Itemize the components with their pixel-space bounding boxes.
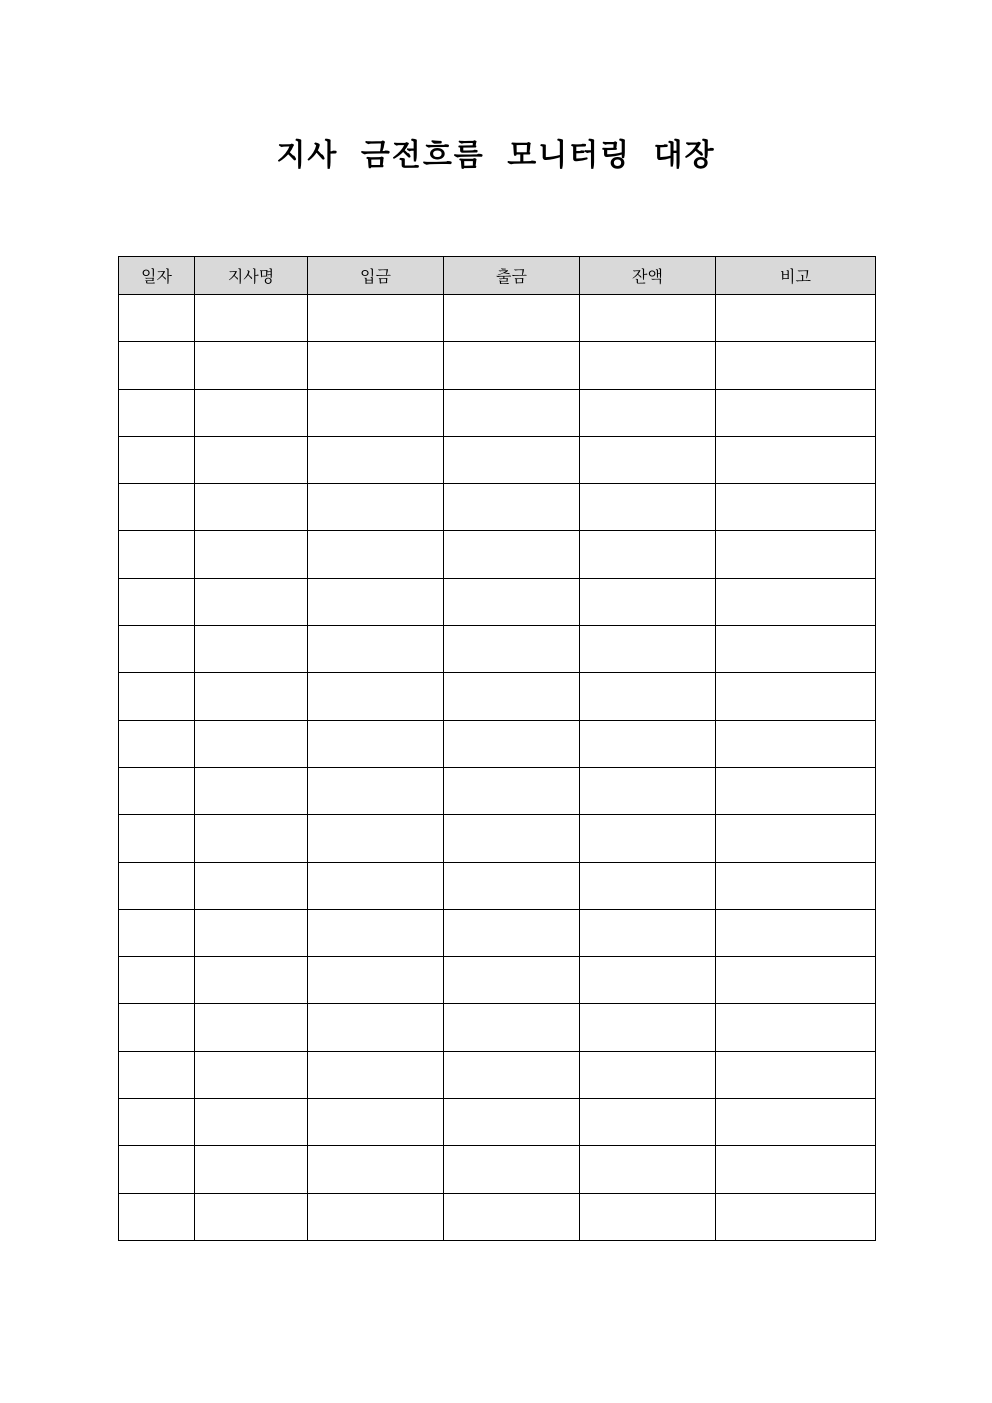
cell-deposit[interactable] [308,720,444,767]
cell-balance[interactable] [580,815,716,862]
table-row [119,578,876,625]
cell-balance[interactable] [580,295,716,342]
column-header-date: 일자 [119,257,195,295]
column-header-deposit: 입금 [308,257,444,295]
table-row [119,626,876,673]
cell-withdrawal[interactable] [444,578,580,625]
cell-remarks[interactable] [716,957,876,1004]
table-row [119,1193,876,1240]
cell-date[interactable] [119,957,195,1004]
cell-branch-name[interactable] [195,673,308,720]
cell-deposit[interactable] [308,1193,444,1240]
table-row [119,484,876,531]
cell-deposit[interactable] [308,436,444,483]
cell-branch-name[interactable] [195,578,308,625]
cell-remarks[interactable] [716,1004,876,1051]
cell-balance[interactable] [580,389,716,436]
cell-date[interactable] [119,815,195,862]
cell-remarks[interactable] [716,295,876,342]
cell-branch-name[interactable] [195,436,308,483]
cell-branch-name[interactable] [195,1099,308,1146]
cell-withdrawal[interactable] [444,1099,580,1146]
table-row [119,1004,876,1051]
cell-branch-name[interactable] [195,1051,308,1098]
cell-deposit[interactable] [308,1004,444,1051]
cell-branch-name[interactable] [195,862,308,909]
cell-withdrawal[interactable] [444,626,580,673]
table-row [119,342,876,389]
cell-balance[interactable] [580,767,716,814]
cell-balance[interactable] [580,626,716,673]
cell-branch-name[interactable] [195,815,308,862]
cell-remarks[interactable] [716,720,876,767]
cell-remarks[interactable] [716,767,876,814]
cell-branch-name[interactable] [195,1146,308,1193]
cell-remarks[interactable] [716,342,876,389]
cell-balance[interactable] [580,1193,716,1240]
cell-withdrawal[interactable] [444,720,580,767]
cell-date[interactable] [119,673,195,720]
cell-date[interactable] [119,1004,195,1051]
table-row [119,436,876,483]
cell-withdrawal[interactable] [444,957,580,1004]
cell-remarks[interactable] [716,1193,876,1240]
cell-remarks[interactable] [716,436,876,483]
cell-remarks[interactable] [716,626,876,673]
table-row [119,1051,876,1098]
cell-deposit[interactable] [308,342,444,389]
cell-withdrawal[interactable] [444,815,580,862]
cell-withdrawal[interactable] [444,295,580,342]
cell-withdrawal[interactable] [444,1146,580,1193]
cell-branch-name[interactable] [195,484,308,531]
cell-balance[interactable] [580,578,716,625]
table-row [119,862,876,909]
cell-deposit[interactable] [308,531,444,578]
ledger-body [119,295,876,1241]
cell-branch-name[interactable] [195,1004,308,1051]
cell-date[interactable] [119,342,195,389]
cell-withdrawal[interactable] [444,1051,580,1098]
column-header-balance: 잔액 [580,257,716,295]
cell-withdrawal[interactable] [444,531,580,578]
cell-date[interactable] [119,484,195,531]
table-row [119,909,876,956]
cell-deposit[interactable] [308,767,444,814]
cell-withdrawal[interactable] [444,673,580,720]
cell-deposit[interactable] [308,1099,444,1146]
cell-withdrawal[interactable] [444,1193,580,1240]
cell-date[interactable] [119,1193,195,1240]
cell-deposit[interactable] [308,815,444,862]
table-row [119,815,876,862]
cell-withdrawal[interactable] [444,1004,580,1051]
cell-deposit[interactable] [308,909,444,956]
cell-remarks[interactable] [716,673,876,720]
cell-balance[interactable] [580,909,716,956]
cell-withdrawal[interactable] [444,767,580,814]
cell-branch-name[interactable] [195,342,308,389]
cell-balance[interactable] [580,673,716,720]
cell-withdrawal[interactable] [444,389,580,436]
cell-remarks[interactable] [716,815,876,862]
table-row [119,673,876,720]
cell-remarks[interactable] [716,862,876,909]
cell-balance[interactable] [580,957,716,1004]
cell-date[interactable] [119,436,195,483]
cell-withdrawal[interactable] [444,342,580,389]
cell-branch-name[interactable] [195,720,308,767]
cell-withdrawal[interactable] [444,862,580,909]
cell-branch-name[interactable] [195,1193,308,1240]
table-row [119,767,876,814]
cell-deposit[interactable] [308,295,444,342]
cell-deposit[interactable] [308,1146,444,1193]
table-row [119,1099,876,1146]
cell-branch-name[interactable] [195,909,308,956]
cell-date[interactable] [119,720,195,767]
cell-date[interactable] [119,862,195,909]
cell-deposit[interactable] [308,389,444,436]
table-row [119,295,876,342]
cell-withdrawal[interactable] [444,909,580,956]
cell-date[interactable] [119,1051,195,1098]
cell-date[interactable] [119,1146,195,1193]
cell-deposit[interactable] [308,957,444,1004]
cell-date[interactable] [119,626,195,673]
table-row [119,1146,876,1193]
cell-balance[interactable] [580,531,716,578]
cell-deposit[interactable] [308,484,444,531]
cell-date[interactable] [119,767,195,814]
table-row [119,389,876,436]
table-row [119,720,876,767]
cell-remarks[interactable] [716,484,876,531]
cell-date[interactable] [119,531,195,578]
cell-withdrawal[interactable] [444,484,580,531]
cell-date[interactable] [119,1099,195,1146]
cell-deposit[interactable] [308,673,444,720]
cell-deposit[interactable] [308,578,444,625]
cell-branch-name[interactable] [195,767,308,814]
cell-branch-name[interactable] [195,295,308,342]
cell-withdrawal[interactable] [444,436,580,483]
cell-balance[interactable] [580,1146,716,1193]
column-header-branch-name: 지사명 [195,257,308,295]
cell-remarks[interactable] [716,1051,876,1098]
cell-branch-name[interactable] [195,626,308,673]
cell-remarks[interactable] [716,531,876,578]
cell-balance[interactable] [580,1051,716,1098]
cell-balance[interactable] [580,1004,716,1051]
cell-date[interactable] [119,578,195,625]
cell-balance[interactable] [580,484,716,531]
cell-remarks[interactable] [716,909,876,956]
page-title: 지사 금전흐름 모니터링 대장 [276,138,716,173]
cell-deposit[interactable] [308,626,444,673]
table-row [119,957,876,1004]
cell-date[interactable] [119,295,195,342]
cell-balance[interactable] [580,1099,716,1146]
cell-balance[interactable] [580,436,716,483]
table-header-row [119,257,876,295]
cell-remarks[interactable] [716,1146,876,1193]
cell-deposit[interactable] [308,1051,444,1098]
cell-branch-name[interactable] [195,957,308,1004]
column-header-remarks: 비고 [716,257,876,295]
cell-remarks[interactable] [716,578,876,625]
cell-deposit[interactable] [308,862,444,909]
cell-date[interactable] [119,909,195,956]
column-header-withdrawal: 출금 [444,257,580,295]
table-row [119,531,876,578]
ledger-table [118,256,876,1241]
cell-branch-name[interactable] [195,389,308,436]
cell-balance[interactable] [580,862,716,909]
cell-remarks[interactable] [716,1099,876,1146]
cell-date[interactable] [119,389,195,436]
cell-branch-name[interactable] [195,531,308,578]
cell-balance[interactable] [580,720,716,767]
cell-remarks[interactable] [716,389,876,436]
cell-balance[interactable] [580,342,716,389]
